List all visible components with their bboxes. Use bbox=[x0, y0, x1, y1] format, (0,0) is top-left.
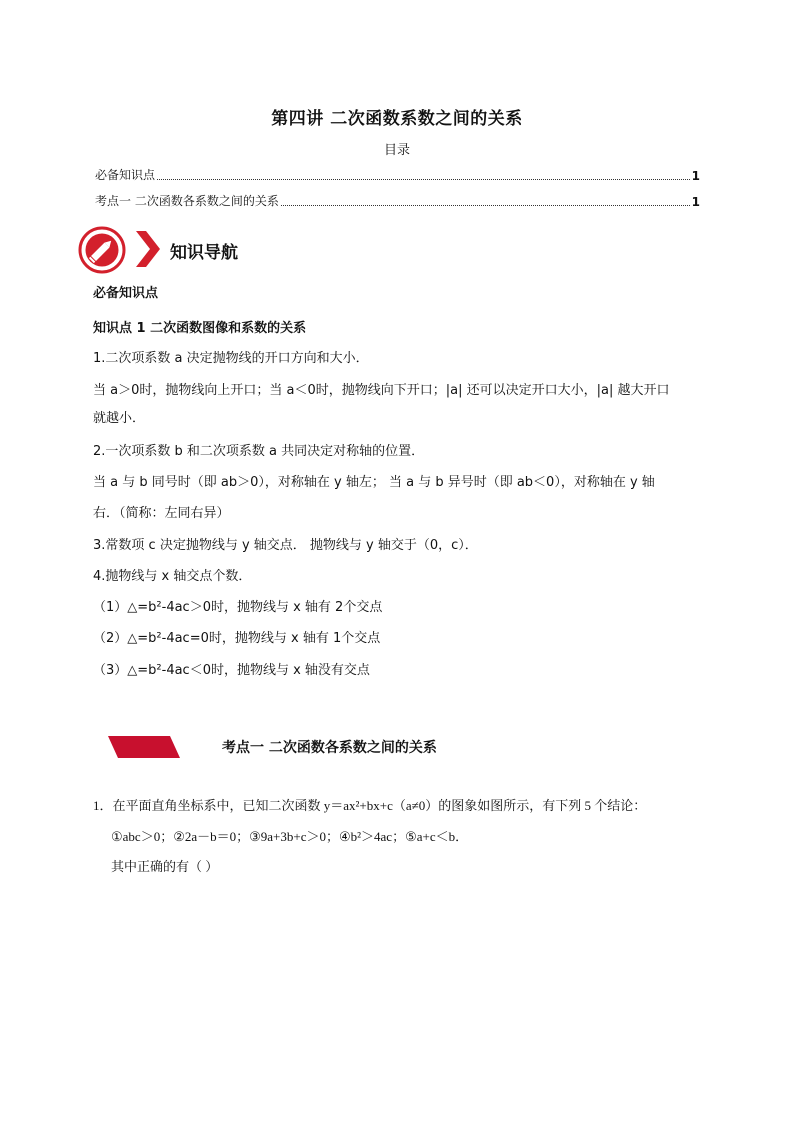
page-title: 第四讲 二次函数系数之间的关系 bbox=[271, 109, 523, 129]
toc-entry-page: 1 bbox=[691, 195, 700, 209]
question-prompt: 其中正确的有（ ） bbox=[111, 859, 219, 874]
toc-entry-label: 考点一 二次函数各系数之间的关系 bbox=[95, 194, 279, 208]
knowledge-line: 2.一次项系数 b 和二次项系数 a 共同决定对称轴的位置． bbox=[93, 444, 425, 459]
knowledge-point-title: 知识点 1 二次函数图像和系数的关系 bbox=[93, 321, 307, 336]
knowledge-line: 当 a 与 b 同号时（即 ab＞0），对称轴在 y 轴左； 当 a 与 b 异号时（即 ab＜0），对称轴在 y 轴 bbox=[93, 475, 655, 490]
section-banner-shape bbox=[108, 736, 180, 758]
knowledge-line: 3.常数项 c 决定抛物线与 y 轴交点． 抛物线与 y 轴交于（0，c）． bbox=[93, 538, 478, 553]
knowledge-line: （3）△=b²-4ac＜0时，抛物线与 x 轴没有交点 bbox=[93, 663, 370, 678]
knowledge-line: 右．（简称：左同右异） bbox=[93, 506, 230, 521]
knowledge-line: 1.二次项系数 a 决定抛物线的开口方向和大小． bbox=[93, 351, 369, 366]
pencil-icon bbox=[78, 226, 126, 274]
toc-entry[interactable] bbox=[95, 191, 700, 209]
question-stem: 1．在平面直角坐标系中，已知二次函数 y＝ax²+bx+c（a≠0）的图象如图所示，有下列 5 个结论： bbox=[93, 798, 647, 813]
nav-section-title: 知识导航 bbox=[170, 243, 238, 263]
toc-entry[interactable] bbox=[95, 165, 700, 183]
section-title: 考点一 二次函数各系数之间的关系 bbox=[222, 740, 437, 756]
toc-entry-label: 必备知识点 bbox=[95, 168, 156, 182]
knowledge-heading: 必备知识点 bbox=[93, 286, 159, 301]
knowledge-line: （1）△=b²-4ac＞0时，抛物线与 x 轴有 2个交点 bbox=[93, 600, 383, 615]
question-options: ①abc＞0；②2a－b＝0；③9a+3b+c＞0；④b²＞4ac；⑤a+c＜b． bbox=[111, 829, 469, 844]
knowledge-line: 4.抛物线与 x 轴交点个数． bbox=[93, 569, 252, 584]
toc-heading: 目录 bbox=[383, 143, 410, 158]
toc-entry-page: 1 bbox=[691, 169, 700, 183]
knowledge-line: 当 a＞0时，抛物线向上开口；当 a＜0时，抛物线向下开口；|a| 还可以决定开口大小，|a| 越大开口 bbox=[93, 383, 670, 398]
toc-leader-dots bbox=[157, 179, 690, 180]
chevron-right-icon bbox=[134, 229, 162, 269]
knowledge-line: 就越小． bbox=[93, 411, 146, 426]
toc-leader-dots bbox=[281, 205, 690, 206]
knowledge-line: （2）△=b²-4ac=0时，抛物线与 x 轴有 1个交点 bbox=[93, 631, 381, 646]
